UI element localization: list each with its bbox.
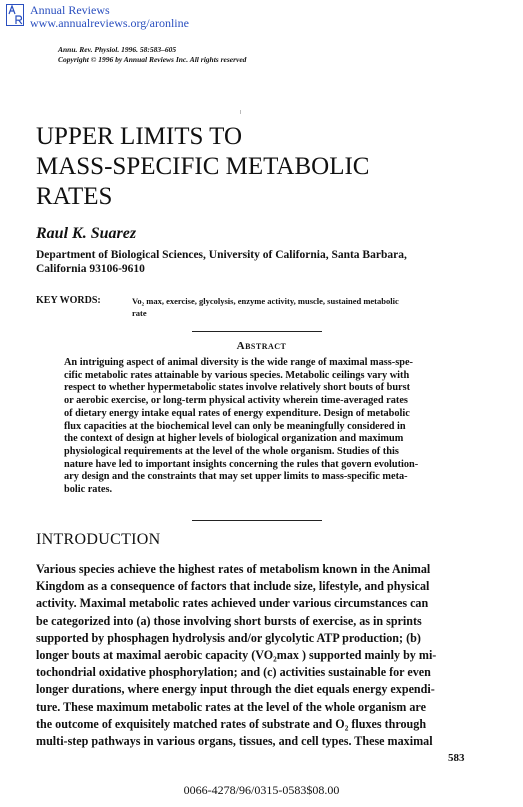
abstract-line: nature have led to important insights concerning the rules that govern evolution- [64,458,419,470]
keywords-line: Vo₂ max, exercise, glycolysis, enzyme activity, muscle, sustained metabolic [132,296,399,306]
introduction-line: tochondrial oxidative phosphorylation; and (c) activities sustainable for even [36,665,431,680]
keywords-list [132,295,467,319]
introduction-line: supported by phosphagen hydrolysis and/or glycolytic ATP production; (b) [36,630,421,645]
introduction-line: Various species achieve the highest rates of metabolism known in the Animal [36,562,431,576]
introduction-line: longer durations, where energy input through the diet equals energy expendi- [36,682,435,697]
annual-reviews-logo-icon [6,4,24,26]
abstract-line: physiological requirements at the level of the whole organism. Studies of this [64,445,399,457]
page-number: 583 [448,752,465,764]
abstract-heading: Abstract [236,340,287,352]
abstract-top-divider [192,331,322,332]
abstract-line: or aerobic exercise, or long-term physical activity wherein time-averaged rates [64,395,408,407]
author-name: Raul K. Suarez [36,225,137,242]
introduction-line: longer bouts at maximal aerobic capacity (VO₂max ) supported mainly by mi- [36,648,437,663]
abstract-line: flux capacities at the biochemical level can only be meaningfully considered in [64,420,406,432]
article-title [36,122,456,212]
introduction-line: Kingdom as a consequence of factors that include size, lifestyle, and physical [36,579,430,594]
introduction-line: the outcome of exquisitely matched rates of substrate and O₂ fluxes through [36,716,427,731]
title-line: RATES [36,183,113,210]
introduction-line: be categorized into (a) those involving short bursts of exercise, as in sprints [36,613,422,628]
keywords-label: KEY WORDS: [36,295,101,306]
introduction-line: ture. These maximum metabolic rates at the level of the whole organism are [36,699,426,714]
journal-reference: Annu. Rev. Physiol. 1996. 58:583–605 [58,45,177,54]
abstract-line: respect to whether hypermetabolic states involve relatively short bouts of burst [64,382,411,394]
scan-mark [240,110,241,114]
publisher-name: Annual Reviews [30,3,110,17]
abstract-bottom-divider [192,520,322,521]
abstract-line: cific metabolic rates attainable by various species. Metabolic ceilings vary with [64,369,410,381]
introduction-line: activity. Maximal metabolic rates achieved under various circumstances can [36,596,429,611]
abstract-line: of dietary energy intake equal rates of energy expenditure. Design of metabolic [64,407,410,419]
abstract-line: An intriguing aspect of animal diversity is the wide range of maximal mass-spe- [64,357,413,368]
introduction-line: multi-step pathways in various organs, tissues, and cell types. These maximal [36,734,433,749]
abstract-line: bolic rates. [64,484,113,496]
affiliation-line: California 93106-9610 [36,263,145,275]
abstract-text [64,357,464,497]
introduction-heading: INTRODUCTION [36,531,161,548]
abstract-line: the context of design at higher levels of biological organization and maximum [64,433,404,445]
title-line: MASS-SPECIFIC METABOLIC [36,153,370,180]
publisher-url-link[interactable]: www.annualreviews.org/aronline [30,16,189,30]
abstract-line: ary design and the constraints that may set upper limits to mass-specific meta- [64,471,408,483]
title-line: UPPER LIMITS TO [36,123,243,150]
document-code: 0066-4278/96/0315-0583$08.00 [183,783,340,797]
introduction-text [36,561,476,750]
copyright-notice: Copyright © 1996 by Annual Reviews Inc. All rights reserved [58,55,247,64]
keywords-line: rate [132,308,147,318]
affiliation-line: Department of Biological Sciences, University of California, Santa Barbara, [36,249,407,261]
